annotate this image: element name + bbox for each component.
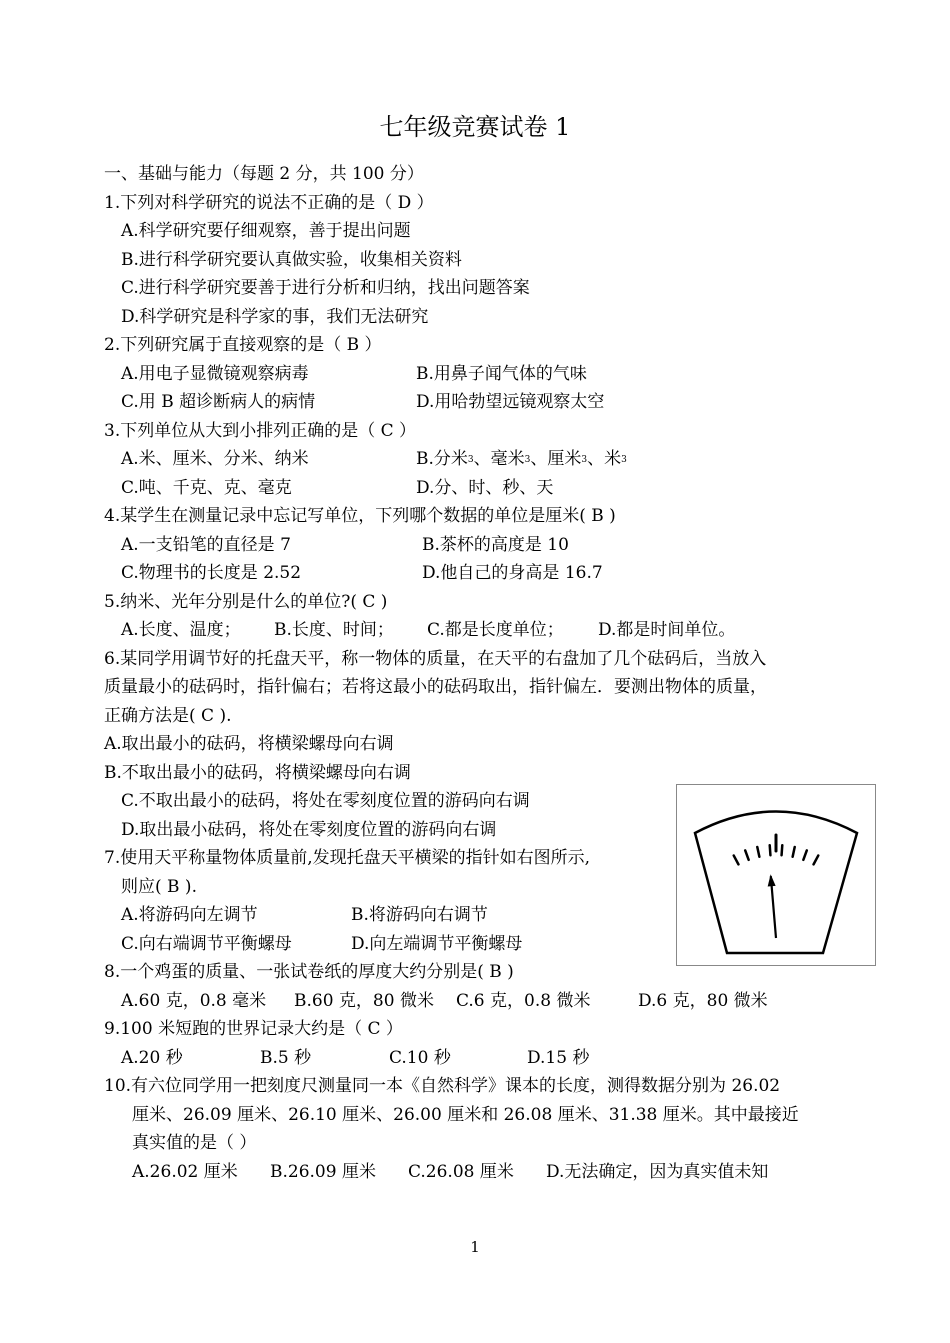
unit-1: 分米	[433, 449, 468, 469]
q8-option-d: D.6 克，80 微米	[638, 991, 768, 1011]
separator: 、	[530, 449, 548, 469]
q2-option-c: C.用 B 超诊断病人的病情	[121, 392, 316, 412]
question-7-stem-line-1: 7.使用天平称量物体质量前,发现托盘天平横梁的指针如右图所示,	[104, 848, 591, 868]
question-10-stem-line-2: 厘米、26.09 厘米、26.10 厘米、26.00 厘米和 26.08 厘米、31.38 厘米。其中最接近	[132, 1105, 799, 1125]
question-8-stem: 8.一个鸡蛋的质量、一张试卷纸的厚度大约分别是( B )	[104, 962, 514, 982]
q10-option-c: C.26.08 厘米	[408, 1162, 514, 1182]
question-9-stem: 9.100 米短跑的世界记录大约是（ C ）	[104, 1019, 403, 1039]
q1-option-d: D.科学研究是科学家的事，我们无法研究	[121, 307, 429, 327]
question-6-stem-line-1: 6.某同学用调节好的托盘天平，称一物体的质量，在天平的右盘加了几个砝码后，当放入	[104, 649, 767, 669]
unit-3: 厘米	[547, 449, 582, 469]
scale-tick	[814, 856, 819, 865]
q2-option-b: B.用鼻子闻气体的气味	[416, 364, 587, 384]
q9-option-d: D.15 秒	[527, 1048, 590, 1068]
q10-option-a: A.26.02 厘米	[132, 1162, 238, 1182]
balance-pointer-diagram	[677, 785, 875, 965]
q4-option-d: D.他自己的身高是 16.7	[422, 563, 603, 583]
scale-tick	[745, 850, 748, 859]
q5-option-d: D.都是时间单位。	[598, 620, 736, 640]
q3-option-a: A.米、厘米、分米、纳米	[121, 449, 309, 469]
q6-option-b: B.不取出最小的砝码，将横梁螺母向右调	[104, 763, 411, 783]
balance-pointer-figure	[676, 784, 876, 966]
page-number: 1	[470, 1238, 480, 1256]
superscript-3: 3	[524, 455, 531, 465]
scale-tick	[770, 845, 771, 855]
q6-option-d: D.取出最小砝码，将处在零刻度位置的游码向右调	[121, 820, 497, 840]
q1-option-a: A.科学研究要仔细观察，善于提出问题	[121, 221, 411, 241]
scale-tick	[793, 847, 795, 857]
question-7-stem-line-2: 则应( B ).	[121, 877, 197, 897]
q8-option-c: C.6 克，0.8 微米	[456, 991, 591, 1011]
q9-option-a: A.20 秒	[121, 1048, 183, 1068]
scale-ticks	[734, 835, 819, 864]
question-6-stem-line-2: 质量最小的砝码时，指针偏右；若将这最小的砝码取出，指针偏左．要测出物体的质量，	[104, 677, 767, 697]
superscript-3: 3	[581, 455, 588, 465]
question-10-stem-line-1: 10.有六位同学用一把刻度尺测量同一本《自然科学》课本的长度，测得数据分别为 26.02	[104, 1076, 781, 1096]
separator: 、	[473, 449, 491, 469]
superscript-3: 3	[621, 455, 627, 465]
q8-option-b: B.60 克，80 微米	[294, 991, 434, 1011]
separator: 、	[587, 449, 605, 469]
q5-option-b: B.长度、时间；	[274, 620, 394, 640]
question-6-stem-line-3: 正确方法是( C ).	[104, 706, 232, 726]
q9-option-c: C.10 秒	[389, 1048, 451, 1068]
q3-option-c: C.吨、千克、克、毫克	[121, 478, 292, 498]
page-title: 七年级竞赛试卷 1	[379, 113, 571, 141]
q7-option-c: C.向右端调节平衡螺母	[121, 934, 292, 954]
q4-option-c: C.物理书的长度是 2.52	[121, 563, 302, 583]
q6-option-c: C.不取出最小的砝码，将处在零刻度位置的游码向右调	[121, 791, 530, 811]
question-2-stem: 2.下列研究属于直接观察的是（ B ）	[104, 335, 382, 355]
question-1-stem: 1.下列对科学研究的说法不正确的是（ D ）	[104, 193, 434, 213]
q2-option-d: D.用哈勃望远镜观察太空	[416, 392, 605, 412]
q3-option-b: B.分米3、毫米3、厘米3、米3	[416, 449, 627, 469]
q2-option-a: A.用电子显微镜观察病毒	[121, 364, 309, 384]
section-heading: 一、基础与能力（每题 2 分，共 100 分）	[104, 164, 424, 184]
question-3-stem: 3.下列单位从大到小排列正确的是（ C ）	[104, 421, 417, 441]
q5-option-a: A.长度、温度；	[121, 620, 241, 640]
q8-option-a: A.60 克，0.8 毫米	[121, 991, 267, 1011]
question-10-stem-line-3: 真实值的是（ ）	[132, 1133, 257, 1153]
q10-option-d: D.无法确定，因为真实值未知	[546, 1162, 769, 1182]
scale-tick	[734, 856, 739, 865]
unit-4: 米	[604, 449, 622, 469]
unit-2: 毫米	[490, 449, 525, 469]
q3-option-d: D.分、时、秒、天	[416, 478, 554, 498]
scale-tick	[803, 850, 806, 859]
q7-option-b: B.将游码向右调节	[351, 905, 488, 925]
q7-option-d: D.向左端调节平衡螺母	[351, 934, 523, 954]
q4-option-b: B.茶杯的高度是 10	[422, 535, 569, 555]
scale-tick	[757, 847, 759, 857]
q9-option-b: B.5 秒	[260, 1048, 312, 1068]
question-5-stem: 5.纳米、光年分别是什么的单位?( C )	[104, 592, 388, 612]
q10-option-b: B.26.09 厘米	[270, 1162, 376, 1182]
superscript-3: 3	[467, 455, 474, 465]
pointer-arrowhead	[768, 874, 776, 886]
q5-option-c: C.都是长度单位；	[427, 620, 564, 640]
q4-option-a: A.一支铅笔的直径是 7	[121, 535, 291, 555]
q1-option-b: B.进行科学研究要认真做实验，收集相关资料	[121, 250, 462, 270]
q7-option-a: A.将游码向左调节	[121, 905, 258, 925]
q6-option-a: A.取出最小的砝码，将横梁螺母向右调	[104, 734, 394, 754]
scale-tick	[782, 845, 783, 855]
question-4-stem: 4.某学生在测量记录中忘记写单位，下列哪个数据的单位是厘米( B )	[104, 506, 616, 526]
q1-option-c: C.进行科学研究要善于进行分析和归纳，找出问题答案	[121, 278, 530, 298]
